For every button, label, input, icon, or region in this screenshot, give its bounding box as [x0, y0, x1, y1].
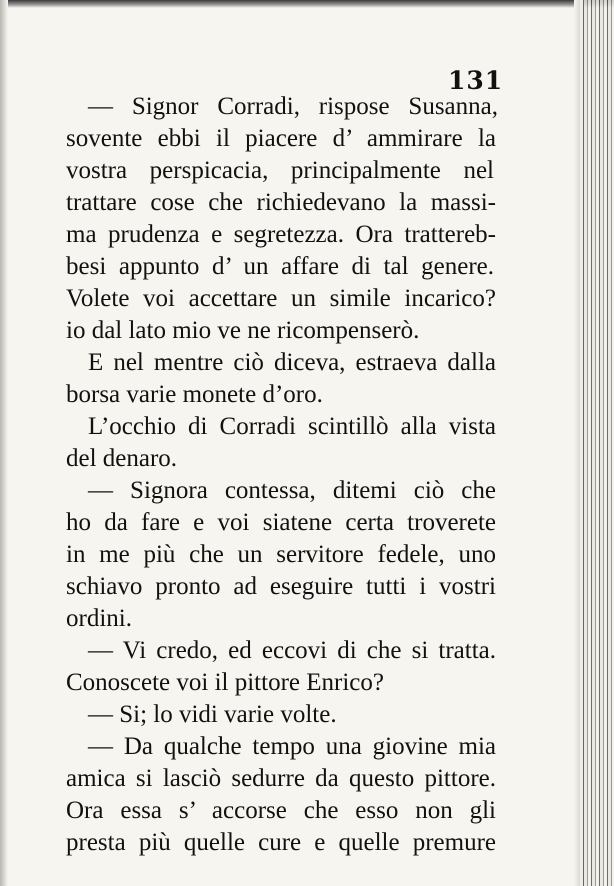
text-line: schiavo pronto ad eseguire tutti i vostri — [66, 573, 496, 600]
page-left-shadow — [0, 0, 8, 886]
page-top-shadow — [0, 0, 614, 8]
text-line: E nel mentre ciò diceva, estraeva dalla — [88, 349, 496, 376]
text-line: ma prudenza e segretezza. Ora trattereb- — [66, 221, 496, 248]
text-line: io dal lato mio ve ne ricompenserò. — [66, 317, 420, 344]
page-stack-edges — [580, 0, 614, 886]
text-line: presta più quelle cure e quelle premure — [66, 829, 496, 856]
text-line: — Signora contessa, ditemi ciò che — [88, 477, 496, 504]
page-number: 131 — [448, 66, 504, 95]
text-line: borsa varie monete d’oro. — [66, 381, 323, 408]
text-line: trattare cose che richiedevano la massi- — [66, 189, 496, 216]
text-line: ordini. — [66, 605, 132, 632]
text-line: ho da fare e voi siatene certa troverete — [66, 509, 496, 536]
text-line: L’occhio di Corradi scintillò alla vista — [88, 413, 496, 440]
text-line: sovente ebbi il piacere d’ ammirare la — [66, 125, 496, 152]
text-line: — Si; lo vidi varie volte. — [88, 701, 337, 728]
text-line: — Signor Corradi, rispose Susanna, — [88, 93, 498, 120]
text-line: — Da qualche tempo una giovine mia — [88, 733, 496, 760]
text-line: amica si lasciò sedurre da questo pittore. — [66, 765, 496, 792]
text-line: Conoscete voi il pittore Enrico? — [66, 669, 384, 696]
text-line: Volete voi accettare un simile incarico? — [66, 285, 496, 312]
text-line: — Vi credo, ed eccovi di che si tratta. — [88, 637, 496, 664]
text-line: Ora essa s’ accorse che esso non gli — [66, 797, 496, 824]
text-line: in me più che un servitore fedele, uno — [66, 541, 496, 568]
text-line: del denaro. — [66, 445, 178, 472]
text-line: vostra perspicacia, principalmente nel — [66, 157, 494, 184]
text-line: besi appunto d’ un affare di tal genere. — [66, 253, 494, 280]
